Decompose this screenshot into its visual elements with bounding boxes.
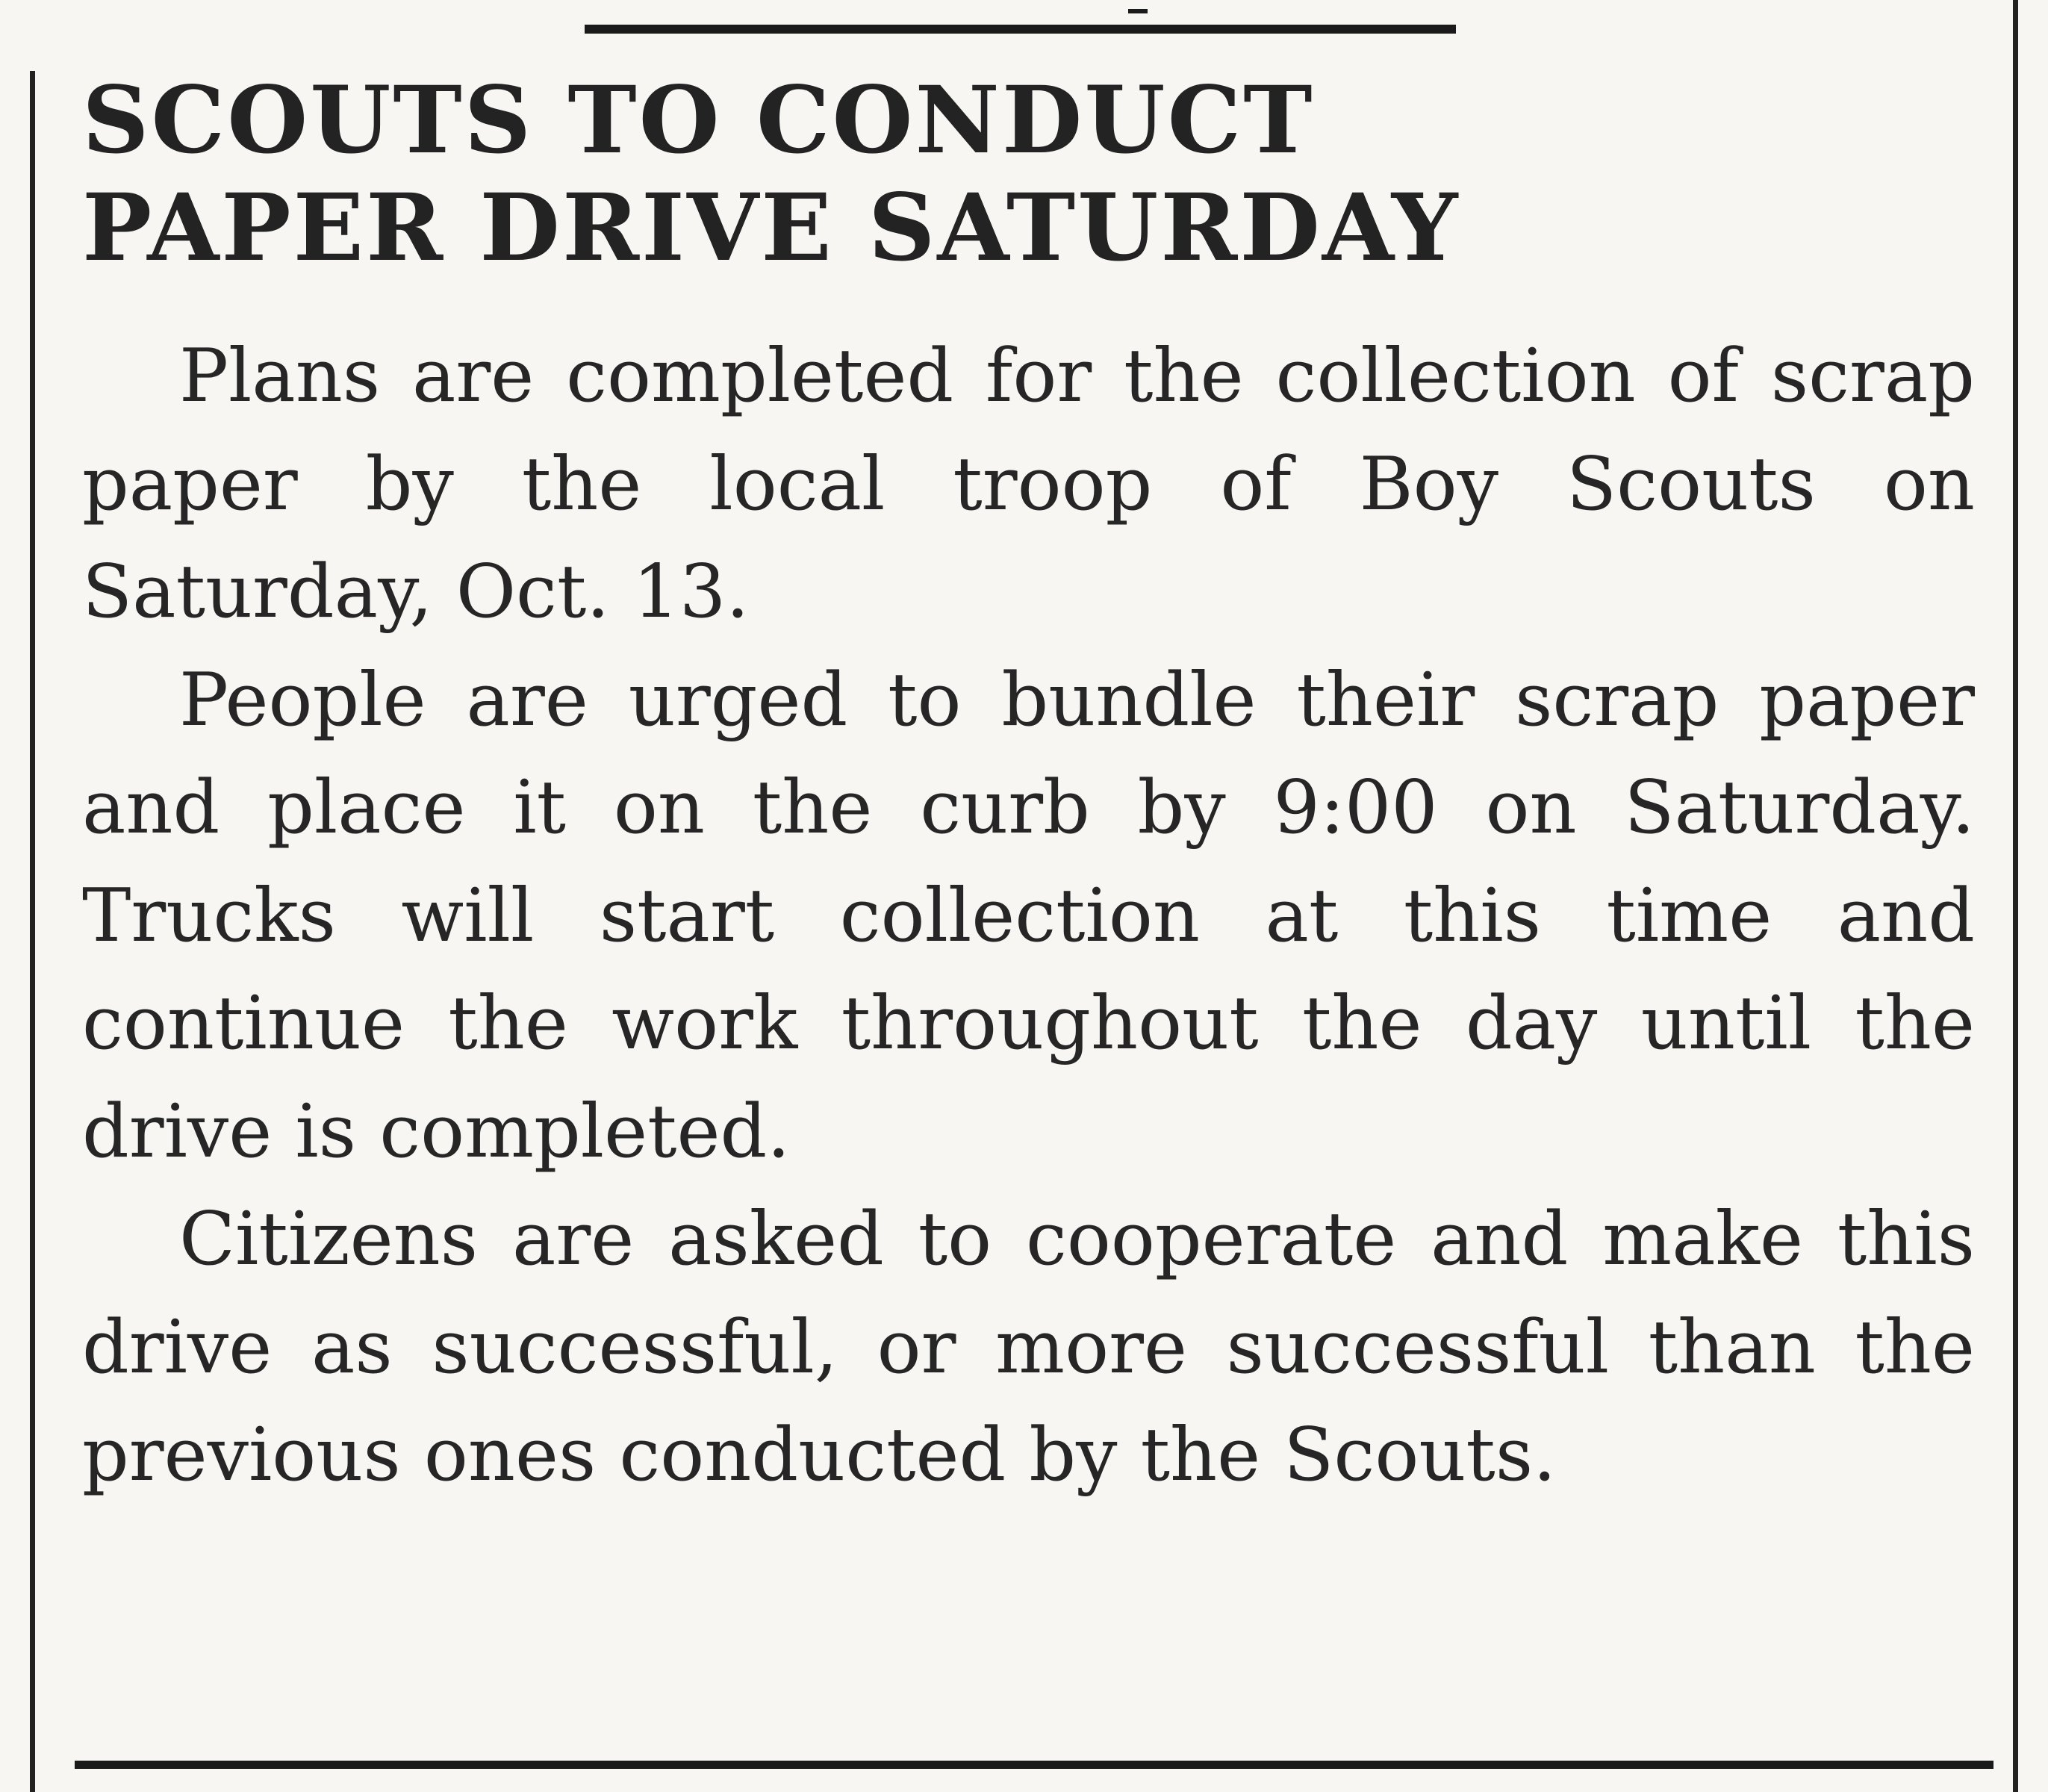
article-body [82, 323, 1975, 1510]
top-rule [585, 25, 1456, 34]
paragraph-3: Citizens are asked to cooperate and make this drive as successful, or more successful than the previous ones conducted by the Scouts. [82, 1197, 1975, 1498]
headline-line-2: PAPER DRIVE SATURDAY [82, 174, 1460, 282]
article-headline [82, 67, 1993, 282]
bottom-rule [75, 1761, 1993, 1769]
right-column-rule [2013, 0, 2018, 1792]
paragraph-1: Plans are completed for the collection of scrap paper by the local troop of Boy Scouts on Saturday, Oct. 13. [82, 334, 1975, 635]
paragraph-2: People are urged to bundle their scrap paper and place it on the curb by 9:00 on Saturday. Trucks will start collection at this time and continue the work throughout the day until the drive is completed. [82, 657, 1975, 1175]
left-column-rule [30, 71, 35, 1792]
top-rule-tick [1128, 9, 1148, 13]
headline-line-1: SCOUTS TO CONDUCT [82, 66, 1315, 175]
